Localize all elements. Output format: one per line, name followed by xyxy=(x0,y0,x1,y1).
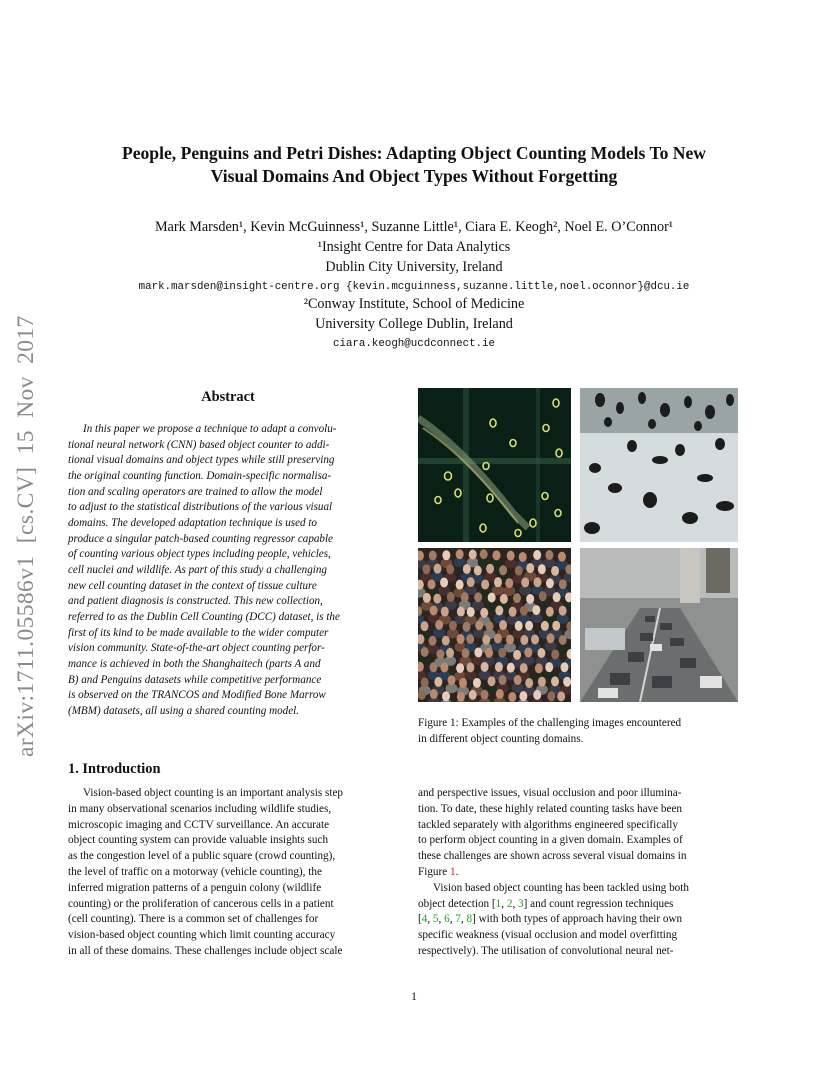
abstract-line: domains. The developed adaptation technique is used to xyxy=(68,516,317,529)
body-line: tackled separately with algorithms engineered specifically xyxy=(418,818,679,831)
abstract-line: mance is achieved in both the Shanghaitech (parts A and xyxy=(68,657,321,670)
abstract-line: cell nuclei and wildlife. As part of this study a challenging xyxy=(68,563,327,576)
body-line: and perspective issues, visual occlusion and poor illumina- xyxy=(418,787,682,799)
abstract-line: vision community. State-of-the-art object counting perfor- xyxy=(68,642,325,655)
intro-right-column xyxy=(418,786,738,960)
section-heading-introduction: 1. Introduction xyxy=(68,761,161,777)
body-line: the level of traffic on a motorway (vehicle counting), the xyxy=(68,865,322,878)
abstract-line: the original counting function. Domain-specific normalisa- xyxy=(68,469,332,482)
citation-link[interactable]: 5 xyxy=(432,913,439,926)
citation-link[interactable]: 4 xyxy=(421,913,428,926)
body-line: object counting system can provide valuable insights such xyxy=(68,834,329,847)
body-line: in all of these domains. These challenges include object scale xyxy=(68,944,343,957)
citation-text: ] and count regression techniques xyxy=(523,897,674,910)
citation-link[interactable]: 2 xyxy=(506,897,513,910)
abstract-line: and patient diagnosis is constructed. This new collection, xyxy=(68,595,323,608)
body-line: these challenges are shown across several visual domains in xyxy=(418,850,687,863)
traffic-image xyxy=(580,548,738,702)
body-line: respectively). The utilisation of convolutional neural net- xyxy=(418,944,674,957)
fig-ref-suffix: . xyxy=(455,865,459,878)
body-line: Vision based object counting has been tackled using both xyxy=(433,881,689,894)
abstract-heading: Abstract xyxy=(201,389,255,405)
body-line: specific weakness (visual occlusion and model overfitting xyxy=(418,929,678,942)
abstract-line: first of its kind to be made available to the wider computer xyxy=(68,626,329,639)
abstract-body xyxy=(68,422,388,719)
abstract-line: tional visual domains and object types while still preserving xyxy=(68,454,335,467)
caption-line: in different object counting domains. xyxy=(418,732,584,745)
abstract-line: new cell counting dataset in the context of tissue culture xyxy=(68,579,317,592)
intro-left-column xyxy=(68,786,388,960)
body-line xyxy=(418,865,738,881)
paper-title xyxy=(60,142,768,188)
citation-link[interactable]: 8 xyxy=(466,913,473,926)
abstract-line: tion and scaling operators are trained to allow the model xyxy=(68,485,323,498)
figure-1-caption xyxy=(418,716,748,748)
abstract-line: of counting various object types including people, vehicles, xyxy=(68,548,331,561)
crowd-illustration xyxy=(418,548,571,702)
affiliation-1-place: Dublin City University, Ireland xyxy=(325,259,503,275)
body-line: in many observational scenarios including wildlife studies, xyxy=(68,802,332,815)
abstract-line: tional neural network (CNN) based object counter to addi- xyxy=(68,438,330,451)
title-line-1: People, Penguins and Petri Dishes: Adapting Object Counting Models To New xyxy=(121,143,707,163)
abstract-line: is observed on the TRANCOS and Modified Bone Marrow xyxy=(68,689,326,702)
citation-link[interactable]: 3 xyxy=(518,897,524,910)
penguin-colony-image xyxy=(580,388,738,542)
title-line-2: Visual Domains And Object Types Without Forgetting xyxy=(210,166,618,186)
body-line: microscopic imaging and CCTV surveillance. An accurate xyxy=(68,818,330,831)
traffic-illustration xyxy=(580,548,738,702)
cell-microscopy-illustration xyxy=(418,388,571,542)
citation-link[interactable]: 7 xyxy=(455,913,461,926)
body-line: Vision-based object counting is an important analysis step xyxy=(83,787,344,799)
crowd-image xyxy=(418,548,571,702)
author-list: Mark Marsden¹, Kevin McGuinness¹, Suzanne Little¹, Ciara E. Keogh², Noel E. O’Connor¹ xyxy=(154,219,674,235)
body-line: object detection [1, 2, 3] and count regression techniques xyxy=(418,897,674,910)
penguin-colony-illustration xyxy=(580,388,738,542)
body-line: [4, 5, 6, 7, 8] with both types of approach having their own xyxy=(418,913,683,926)
arxiv-stamp: arXiv:1711.05586v1 [cs.CV] 15 Nov 2017 xyxy=(13,315,39,757)
body-line: tion. To date, these highly related counting tasks have been xyxy=(418,802,683,815)
affiliation-2-place: University College Dublin, Ireland xyxy=(315,316,513,332)
affiliation-1-name: ¹Insight Centre for Data Analytics xyxy=(317,239,511,255)
abstract-line: produce a singular patch-based counting regressor capable xyxy=(68,532,333,545)
affiliation-2-name: ²Conway Institute, School of Medicine xyxy=(303,296,525,312)
body-line: vision-based object counting which limit counting accuracy xyxy=(68,929,336,942)
figure-1-link[interactable]: 1 xyxy=(450,865,456,878)
fig-ref-prefix: Figure xyxy=(418,865,448,878)
page-number: 1 xyxy=(411,991,417,1003)
body-line: inferred migration patterns of a penguin colony (wildlife xyxy=(68,881,322,894)
abstract-line: to adjust to the statistical distributions of the various visual xyxy=(68,501,333,514)
abstract-line: In this paper we propose a technique to adapt a convolu- xyxy=(83,423,337,435)
figure-1 xyxy=(418,388,738,702)
body-line: as the congestion level of a public square (crowd counting), xyxy=(68,850,336,863)
citation-text: ] with both types of approach having their own xyxy=(472,913,683,926)
body-line: (cell counting). There is a common set of challenges for xyxy=(68,913,319,926)
affiliation-1-email: mark.marsden@insight-centre.org {kevin.mcguinness,suzanne.little,noel.oconnor}@dcu.ie xyxy=(138,281,690,293)
body-line: counting) or the proliferation of cancerous cells in a patient xyxy=(68,897,334,910)
citation-link[interactable]: 1 xyxy=(495,897,502,910)
abstract-line: (MBM) datasets, all using a shared counting model. xyxy=(68,704,299,717)
caption-line: Figure 1: Examples of the challenging images encountered xyxy=(418,717,682,729)
abstract-line: referred to as the Dublin Cell Counting (DCC) dataset, is the xyxy=(68,610,340,623)
citation-link[interactable]: 6 xyxy=(444,913,450,926)
abstract-line: B) and Penguins datasets while competitive performance xyxy=(68,673,322,686)
cell-microscopy-image xyxy=(418,388,571,542)
body-line: to perform object counting in a given domain. Examples of xyxy=(418,834,683,847)
citation-text: object detection [ xyxy=(418,897,496,910)
affiliation-2-email: ciara.keogh@ucdconnect.ie xyxy=(333,338,495,350)
